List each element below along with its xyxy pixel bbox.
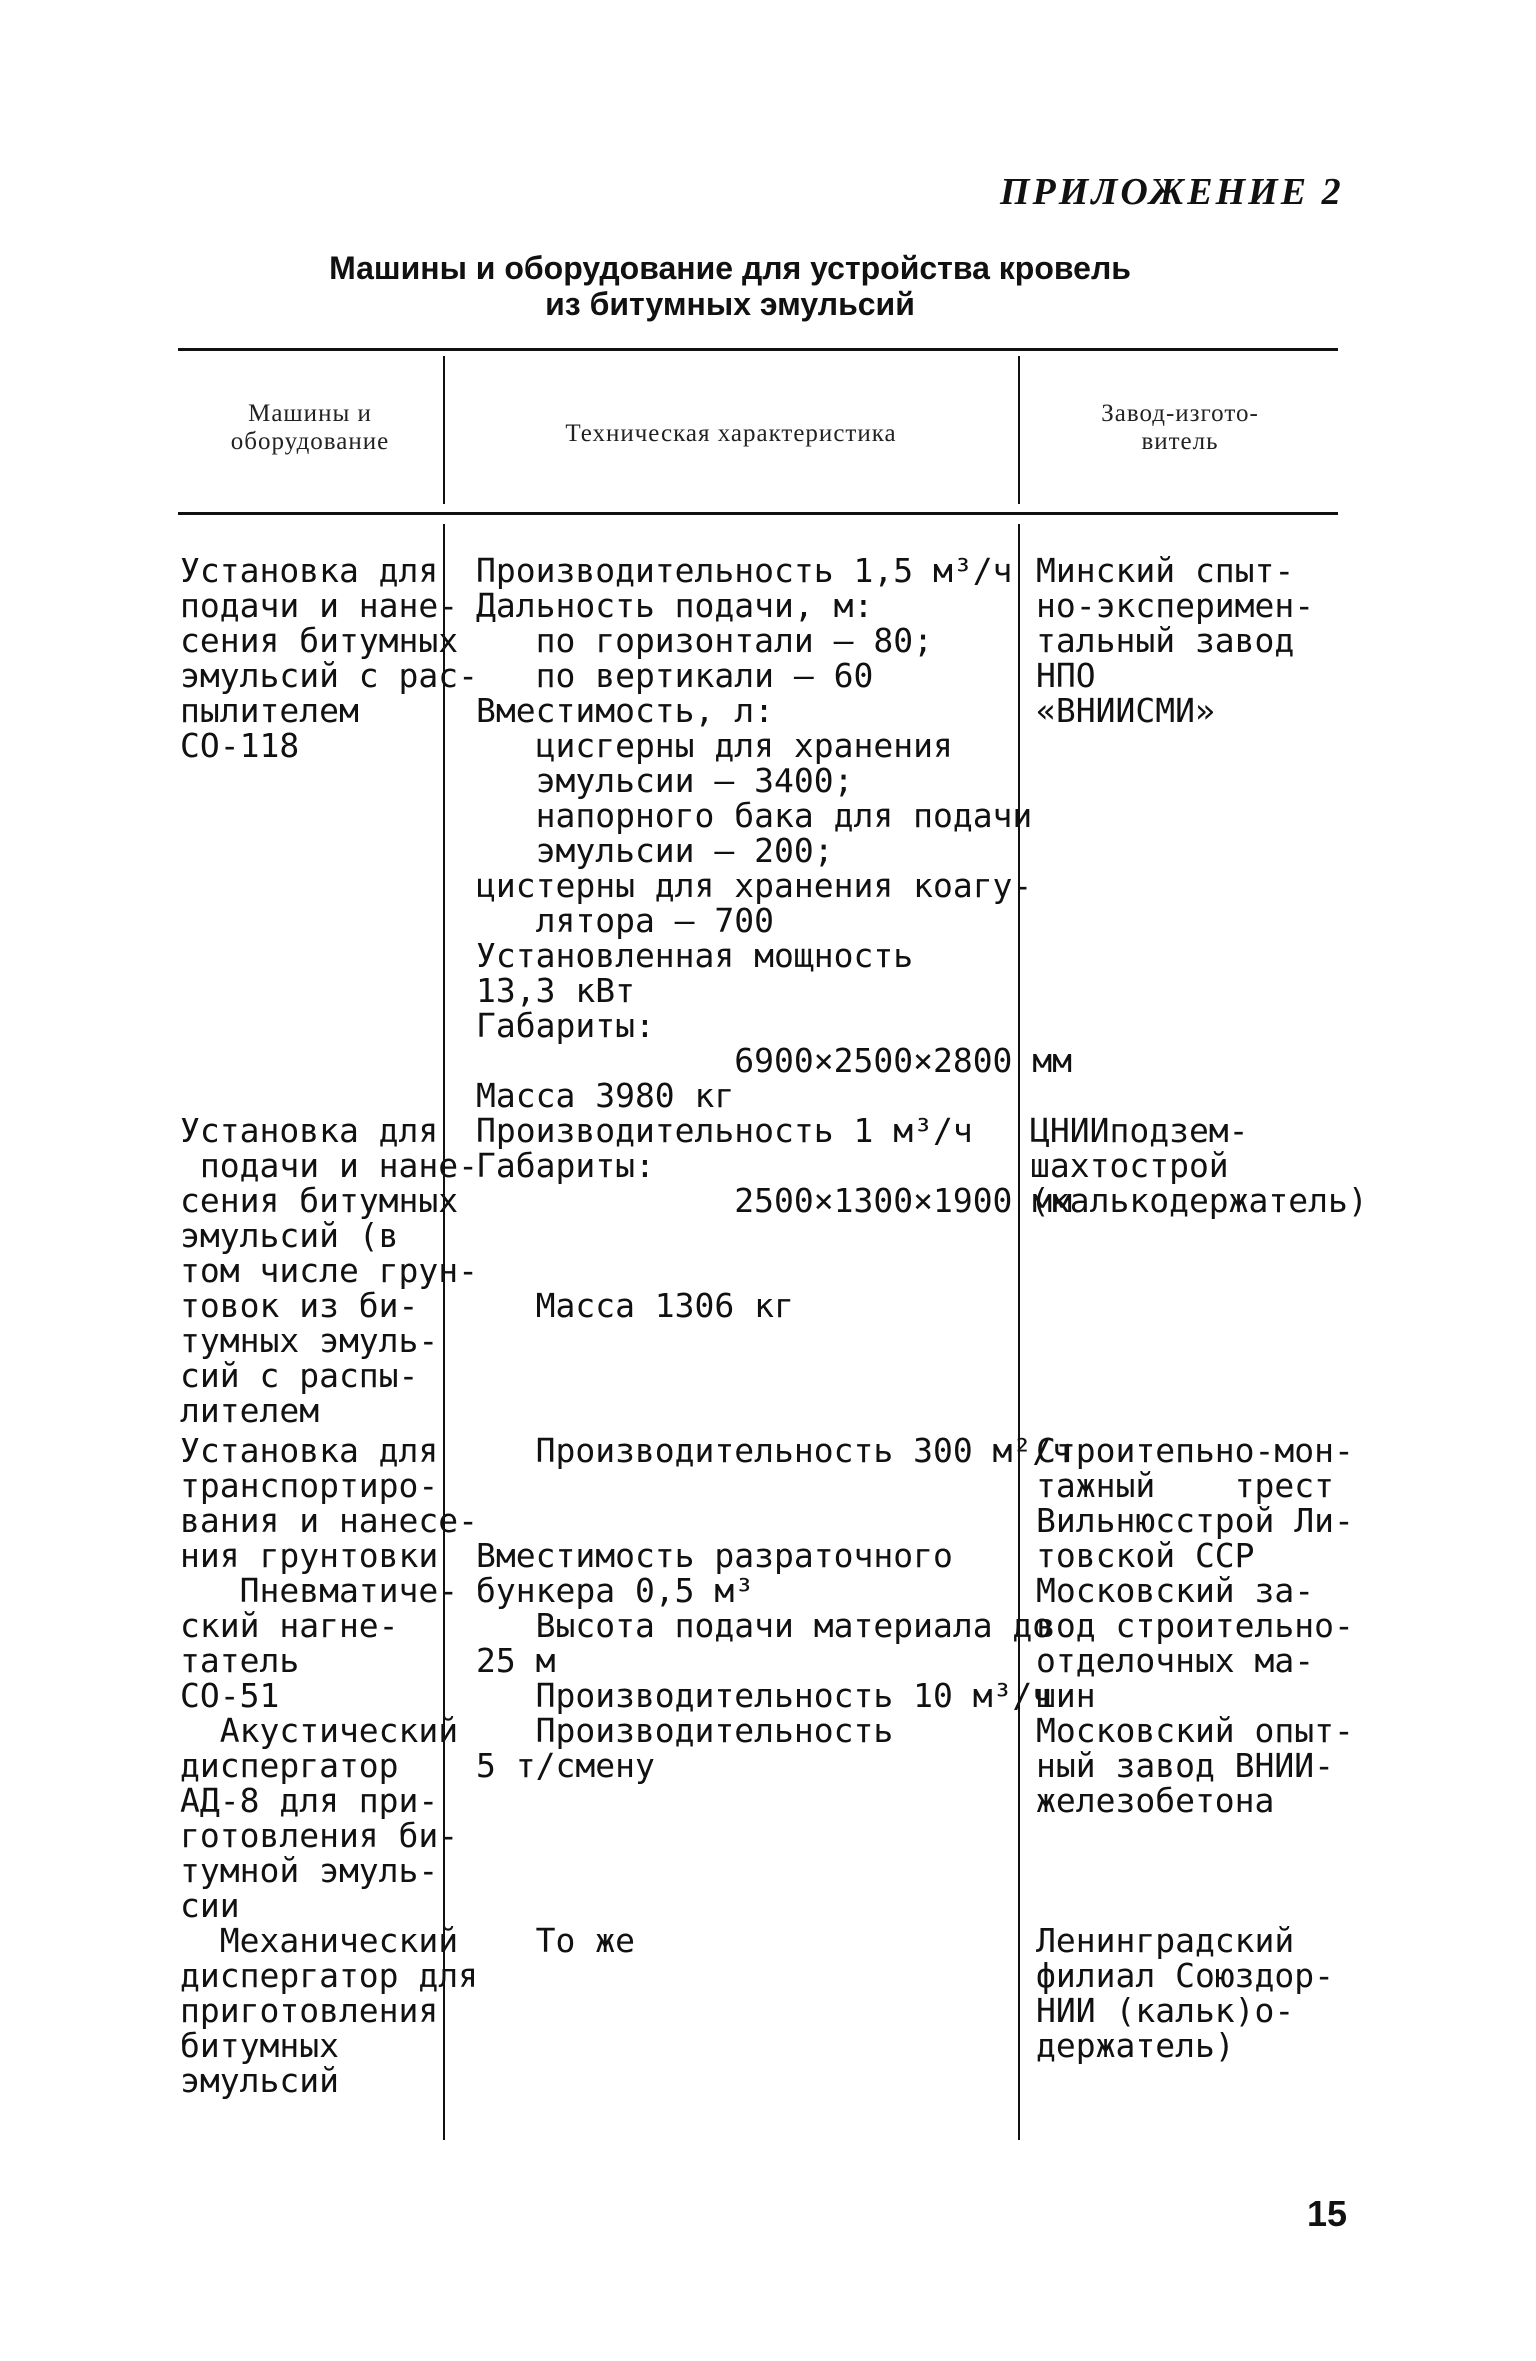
table-row-3-maker: Строитепьно-мон- тажный трест Вильнюсстрой Ли- товской ССР <box>1036 1431 1354 1575</box>
table-row-4-maker: Московский за- вод строительно- отделочных ма- шин <box>1036 1571 1354 1715</box>
table-row-4-machine: Пневматиче- ский нагне- татель СО-51 <box>180 1571 459 1715</box>
table-row-2-spec: Производительность 1 м³/ч Габариты: 2500×1300×1900 мм Масса 1306 кг <box>476 1111 1073 1325</box>
table-row-5-spec: Производительность 5 т/смену <box>476 1711 894 1785</box>
table-top-rule <box>178 348 1338 351</box>
header-divider-right <box>1018 356 1020 504</box>
table-row-5-machine: Акустический диспергатор АД-8 для при- готовления би- тумной эмуль- сии <box>180 1711 459 1925</box>
header-specs: Техническая характеристика <box>565 420 897 447</box>
table-row-3-machine: Установка для транспортиро- вания и нанесе- ния грунтовки <box>180 1431 479 1575</box>
header-machines: Машины и оборудование <box>230 400 390 455</box>
table-header-rule <box>178 512 1338 515</box>
table-row-1-machine: Установка для подачи и нане- сения битумных эмульсий с рас- пылителем СО-118 <box>180 551 479 765</box>
table-row-6-machine: Механический диспергатор для приготовления битумных эмульсий <box>180 1921 479 2100</box>
table-row-1-spec: Производительность 1,5 м³/ч Дальность подачи, м: по горизонтали — 80; по вертикали — 60 Вместимость, л: цисгерны для хранения эмульсии — 3400; напорного бака для подачи эмульсии — 200; цистерны для хранения коагу- лятора — 700 Установленная мощность 13,3 кВт Габариты: 6900×2500×2800 мм Масса 3980 кг <box>476 551 1073 1115</box>
table-row-2-machine: Установка для подачи и нане- сения битумных эмульсий (в том числе грун- товок из би- тумных эмуль- сий с распы- лителем <box>180 1111 479 1430</box>
title-line-2: из битумных эмульсий <box>545 286 915 322</box>
header-manufacturer: Завод-изгото- витель <box>1101 400 1259 455</box>
document-title <box>230 250 1230 322</box>
header-divider-left <box>443 356 445 504</box>
page-number: 15 <box>1307 2193 1348 2234</box>
table-row-4-spec: бункера 0,5 м³ Высота подачи материала до 25 м Производительность 10 м³/ч <box>476 1571 1053 1715</box>
table-row-6-maker: Ленинградский филиал Союздор- НИИ (кальк)о- держатель) <box>1036 1921 1335 2065</box>
title-line-1: Машины и оборудование для устройства кровель <box>329 250 1131 286</box>
table-row-1-maker: Минский спыт- но-эксперимен- тальный завод НПО «ВНИИСМИ» <box>1036 551 1315 730</box>
table-row-2-maker: ЦНИИподзем- шахтострой (калькодержатель) <box>1030 1111 1368 1220</box>
appendix-label: ПРИЛОЖЕНИЕ 2 <box>1000 171 1344 213</box>
table-row-3-spec: Производительность 300 м²/ч Вместимость разраточного <box>476 1431 1073 1575</box>
table-row-5-maker: Московский опыт- ный завод ВНИИ- железобетона <box>1036 1711 1354 1820</box>
table-row-6-spec: То же <box>476 1921 635 1960</box>
